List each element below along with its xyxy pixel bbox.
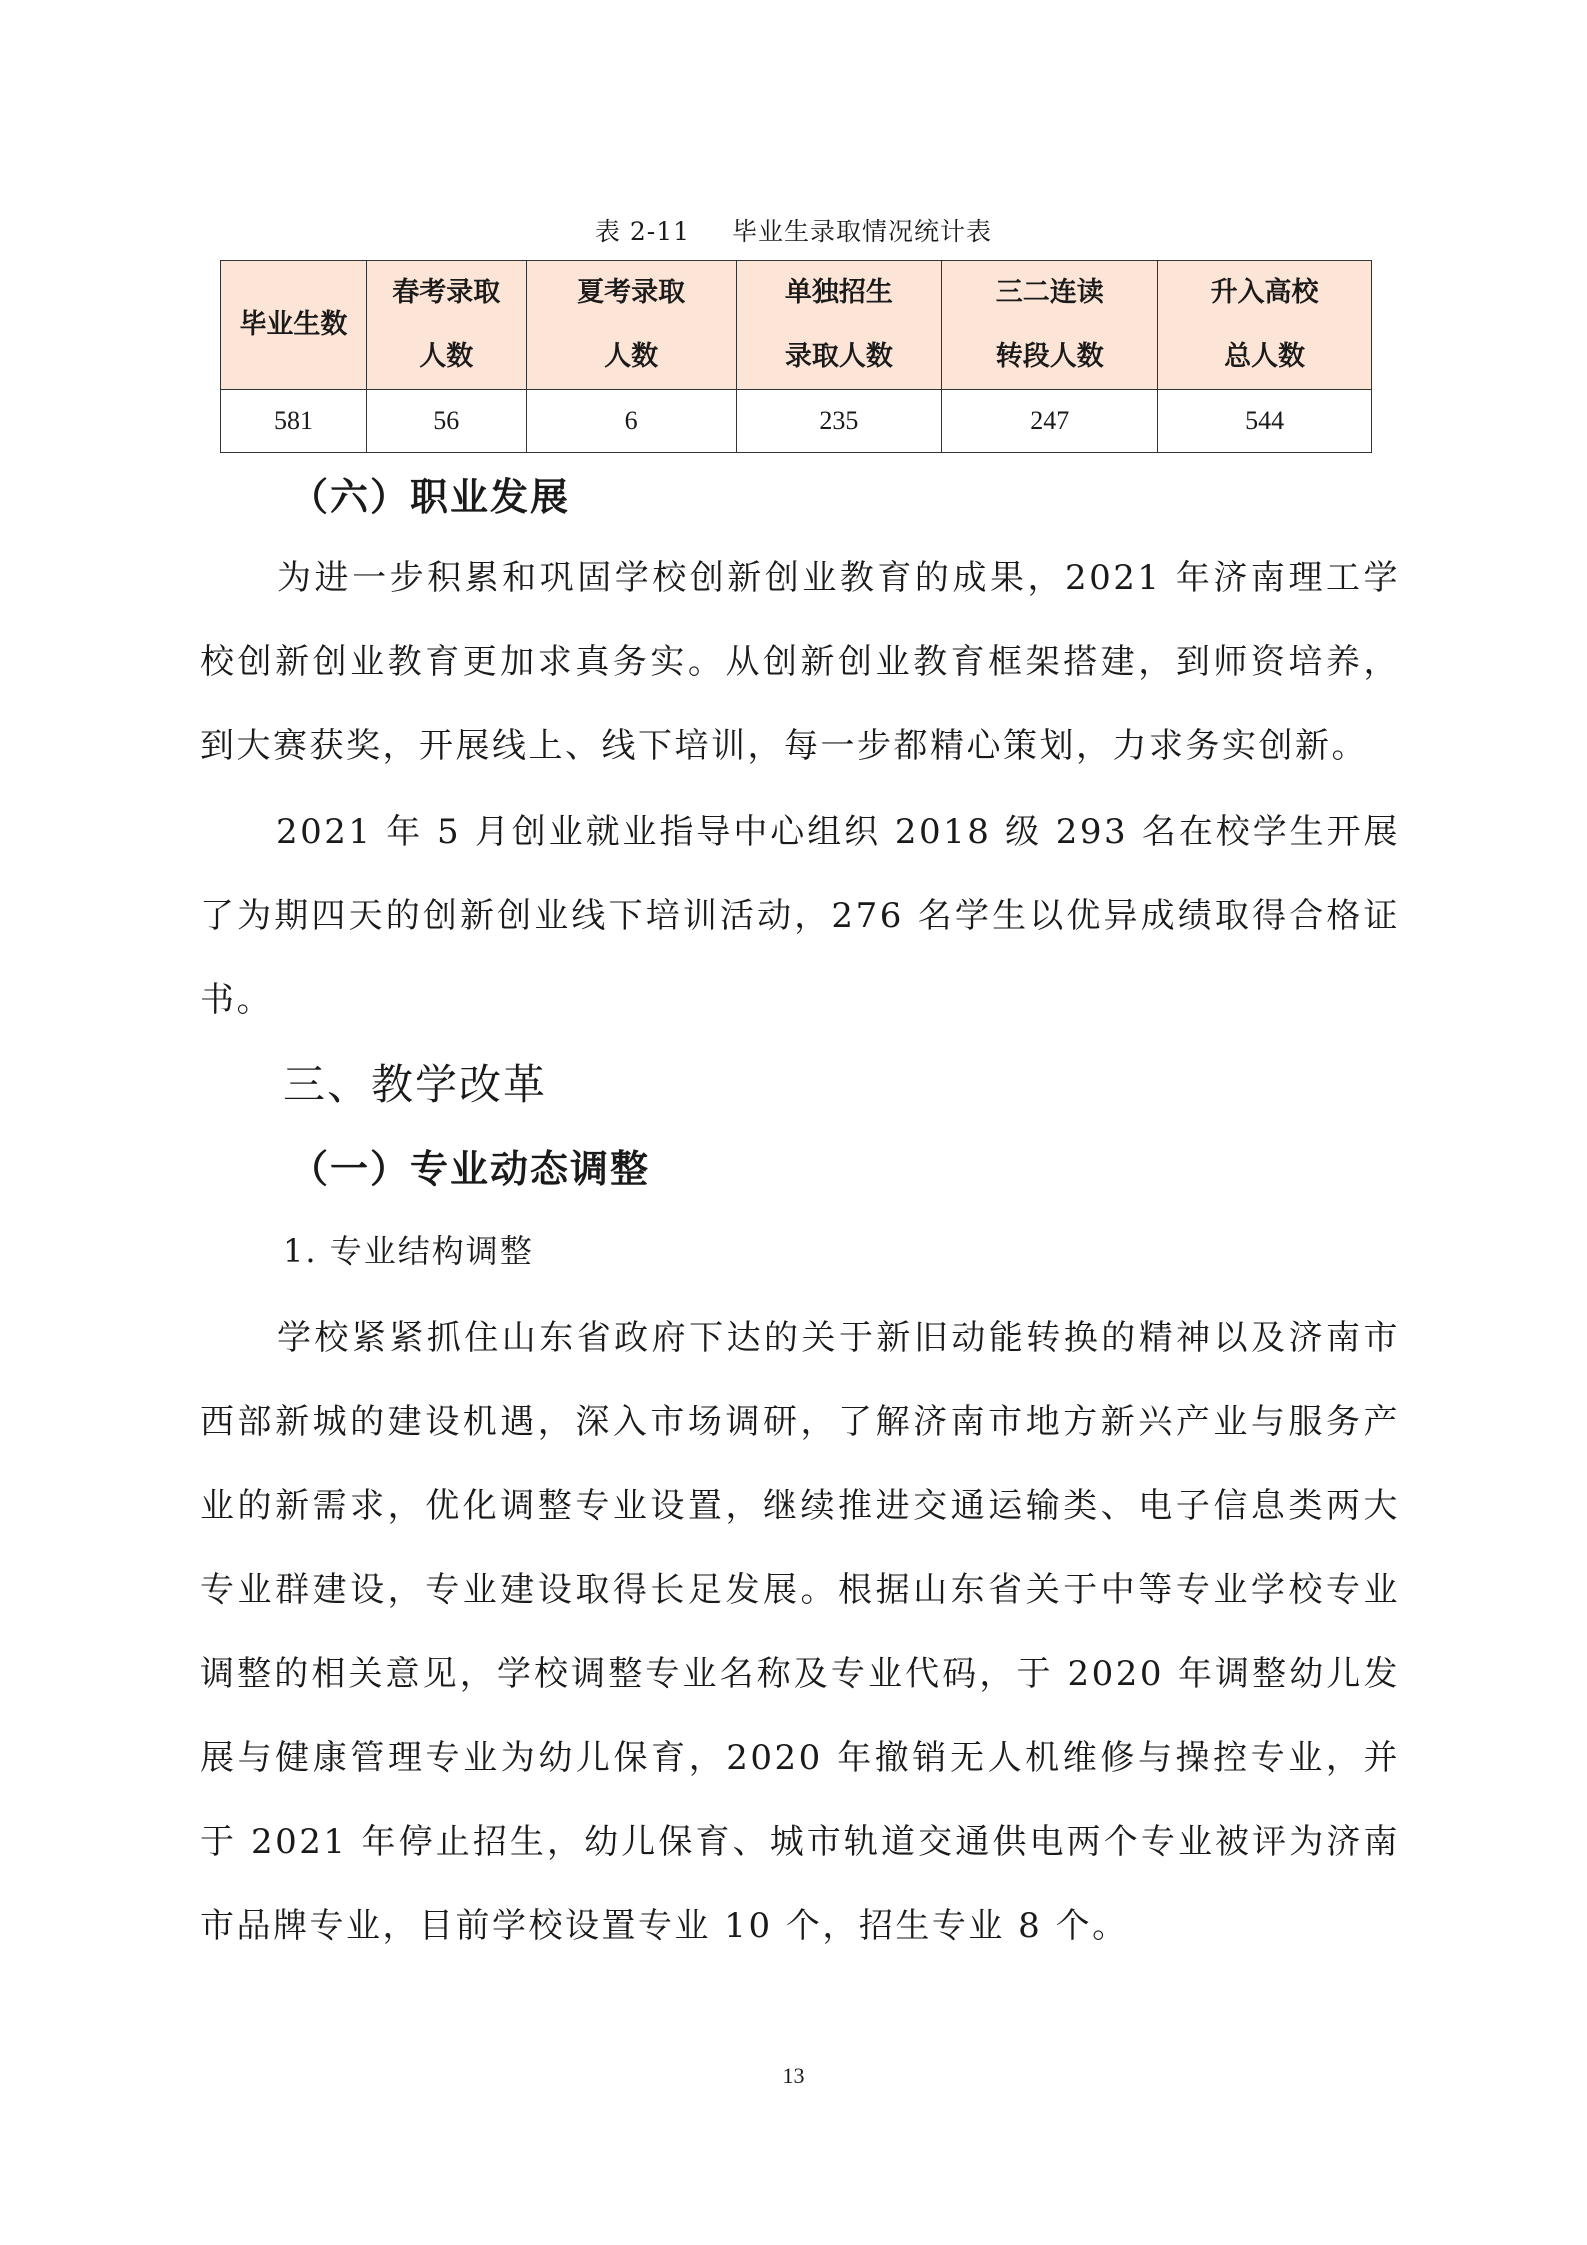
table-cell: 56 [366, 390, 526, 453]
paragraph-innovation-education: 为进一步积累和巩固学校创新创业教育的成果，2021 年济南理工学校创新创业教育更加求真务实。从创新创业教育框架搭建，到师资培养，到大赛获奖，开展线上、线下培训，每一步都精心策划，力求务实创新。 [200, 558, 1400, 766]
table-caption-number: 表 2-11 [594, 217, 691, 246]
paragraph-training-activity: 2021 年 5 月创业就业指导中心组织 2018 级 293 名在校学生开展了为期四天的创新创业线下培训活动，276 名学生以优异成绩取得合格证书。 [200, 812, 1400, 1020]
header-summer-exam: 夏考录取 人数 [526, 261, 736, 390]
section-heading-career-development: （六）职业发展 [290, 474, 571, 519]
table-row [221, 390, 1372, 453]
table-cell: 6 [526, 390, 736, 453]
header-three-two-program: 三二连读 转段人数 [942, 261, 1158, 390]
graduate-admission-table [220, 260, 1372, 453]
header-spring-exam: 春考录取 人数 [366, 261, 526, 390]
table-cell: 247 [942, 390, 1158, 453]
header-graduates: 毕业生数 [221, 261, 367, 390]
table-caption-title: 毕业生录取情况统计表 [732, 217, 993, 246]
chapter-heading-teaching-reform: 三、教学改革 [283, 1060, 548, 1109]
subsection-heading-major-structure: 1. 专业结构调整 [283, 1232, 534, 1270]
table-cell: 235 [736, 390, 942, 453]
table-cell: 544 [1158, 390, 1372, 453]
header-independent-admission: 单独招生 录取人数 [736, 261, 942, 390]
table-cell: 581 [221, 390, 367, 453]
section-heading-major-adjustment: （一）专业动态调整 [290, 1146, 651, 1191]
table-caption [0, 212, 1587, 248]
page-number: 13 [782, 2063, 805, 2088]
header-total-to-college: 升入高校 总人数 [1158, 261, 1372, 390]
paragraph-major-structure: 学校紧紧抓住山东省政府下达的关于新旧动能转换的精神以及济南市西部新城的建设机遇，深入市场调研，了解济南市地方新兴产业与服务产业的新需求，优化调整专业设置，继续推进交通运输类、电子信息类两大专业群建设，专业建设取得长足发展。根据山东省关于中等专业学校专业调整的相关意见，学校调整专业名称及专业代码，于 2020 年调整幼儿发展与健康管理专业为幼儿保育，2020 年撤销无人机维修与操控专业，并于 2021 年停止招生，幼儿保育、城市轨道交通供电两个专业被评为济南市品牌专业，目前学校设置专业 10 个，招生专业 8 个。 [200, 1318, 1400, 1946]
table-header-row [221, 261, 1372, 390]
